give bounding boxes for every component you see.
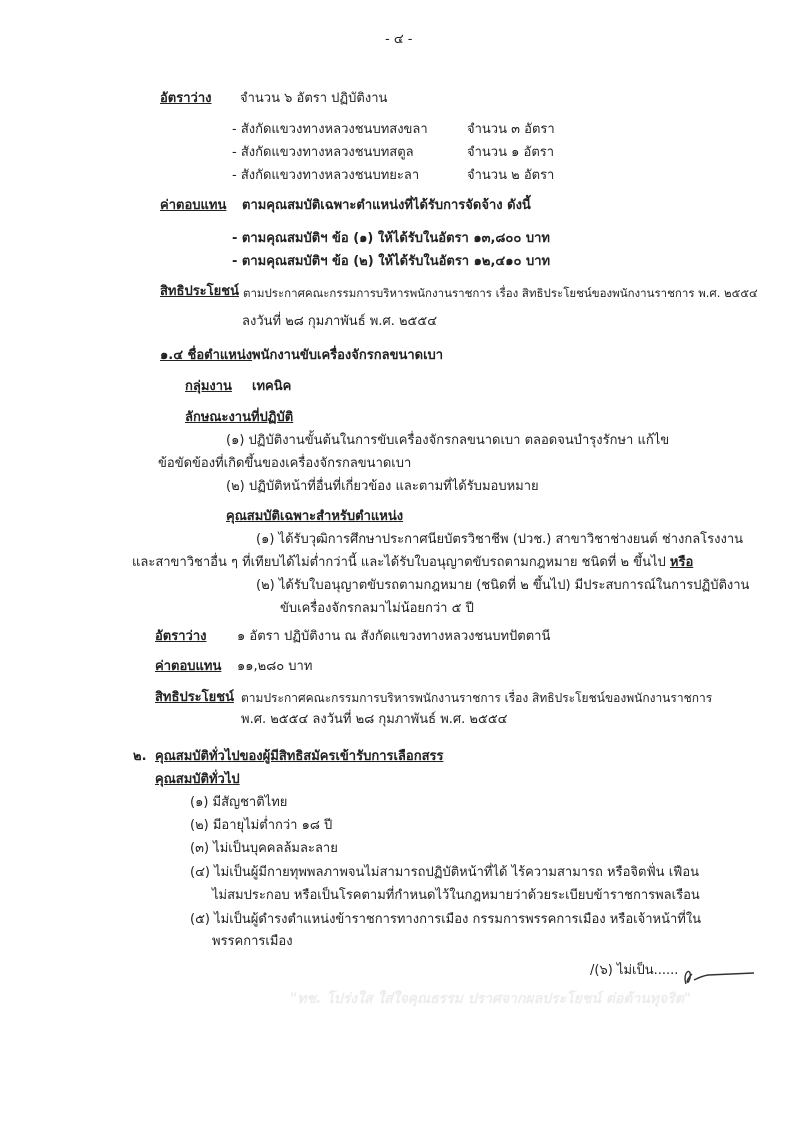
unit-name: - สังกัดแขวงทางหลวงชนบทยะลา (232, 168, 420, 183)
group-label: กลุ่มงาน (185, 379, 232, 394)
unit-count: จำนวน ๒ อัตรา (467, 168, 555, 183)
duties-label: ลักษณะงานที่ปฏิบัติ (185, 410, 294, 425)
continued-note: /(๖) ไม่เป็น...... (590, 963, 679, 978)
qualification-label: คุณสมบัติเฉพาะสำหรับตำแหน่ง (226, 509, 404, 524)
duty-2: (๒) ปฏิบัติหน้าที่อื่นที่เกี่ยวข้อง และตามที่ได้รับมอบหมาย (226, 479, 539, 494)
pay-label: ค่าตอบแทน (160, 198, 227, 213)
position-title: พนักงานขับเครื่องจักรกลขนาดเบา (252, 348, 444, 363)
or-keyword: หรือ (669, 555, 694, 570)
general-qualification: (๔) ไม่เป็นผู้มีกายทุพพลภาพจนไม่สามารถปฏิบัติหน้าที่ได้ ไร้ความสามารถ หรือจิตฟั่น เฟือน (190, 865, 700, 880)
benefit-label: สิทธิประโยชน์ (155, 690, 234, 705)
duty-1: (๑) ปฏิบัติงานขั้นต้นในการขับเครื่องจักรกลขนาดเบา ตลอดจนบำรุงรักษา แก้ไข (226, 433, 670, 448)
section-title: คุณสมบัติทั่วไปของผู้มีสิทธิสมัครเข้ารับการเลือกสรร (155, 749, 444, 764)
general-qualification: (๕) ไม่เป็นผู้ดำรงตำแหน่งข้าราชการทางการเมือง กรรมการพรรคการเมือง หรือเจ้าหน้าที่ใน (190, 912, 702, 927)
general-qualification: (๑) มีสัญชาติไทย (190, 795, 288, 810)
qualification-1-text: และสาขาวิชาอื่น ๆ ที่เทียบได้ไม่ต่ำกว่านี้ และได้รับใบอนุญาตขับรถตามกฎหมาย ชนิดที่ ๒ ขึ้นไป (132, 555, 666, 570)
pay-label: ค่าตอบแทน (155, 659, 222, 674)
pay-text: ๑๑,๒๘๐ บาท (237, 659, 313, 674)
general-qualification-cont: พรรคการเมือง (212, 934, 293, 949)
footer-motto: "ทช. โปร่งใส ใส่ใจคุณธรรม ปราศจากผลประโยชน์ ต่อต้านทุจริต" (290, 991, 692, 1007)
qualification-1-cont (132, 554, 693, 572)
general-qualification-cont: ไม่สมประกอบ หรือเป็นโรคตามที่กำหนดไว้ในกฎหมายว่าด้วยระเบียบข้าราชการพลเรือน (212, 888, 700, 903)
qualification-1: (๑) ได้รับวุฒิการศึกษาประกาศนียบัตรวิชาชีพ (ปวช.) สาขาวิชาช่างยนต์ ช่างกลโรงงาน (256, 532, 744, 547)
unit-name: - สังกัดแขวงทางหลวงชนบทสตูล (232, 145, 414, 160)
section-number: ๒. (133, 749, 147, 764)
unit-name: - สังกัดแขวงทางหลวงชนบทสงขลา (232, 122, 428, 137)
unit-count: จำนวน ๓ อัตรา (467, 122, 555, 137)
position-title-label: ๑.๔ ชื่อตำแหน่ง (160, 348, 253, 363)
benefit-text-2: ลงวันที่ ๒๘ กุมภาพันธ์ พ.ศ. ๒๕๕๔ (242, 314, 438, 329)
vacancy-label: อัตราว่าง (155, 629, 207, 644)
general-qualification: (๓) ไม่เป็นบุคคลล้มละลาย (190, 841, 338, 856)
general-qualification: (๒) มีอายุไม่ต่ำกว่า ๑๘ ปี (190, 818, 333, 833)
duty-1-cont: ข้อขัดข้องที่เกิดขึ้นของเครื่องจักรกลขนาดเบา (158, 456, 412, 471)
pay-text: ตามคุณสมบัติเฉพาะตำแหน่งที่ได้รับการจัดจ้าง ดังนี้ (242, 198, 531, 213)
benefit-text: ตามประกาศคณะกรรมการบริหารพนักงานราชการ เรื่อง สิทธิประโยชน์ของพนักงานราชการ (241, 691, 713, 705)
pay-item: - ตามคุณสมบัติฯ ข้อ (๒) ให้ได้รับในอัตรา ๑๒,๔๑๐ บาท (232, 254, 551, 269)
section-subtitle: คุณสมบัติทั่วไป (155, 772, 240, 787)
unit-count: จำนวน ๑ อัตรา (467, 145, 555, 160)
benefit-text-2: พ.ศ. ๒๕๕๔ ลงวันที่ ๒๘ กุมภาพันธ์ พ.ศ. ๒๕๕๔ (241, 712, 508, 727)
pay-item: - ตามคุณสมบัติฯ ข้อ (๑) ให้ได้รับในอัตรา ๑๓,๘๐๐ บาท (232, 231, 550, 246)
vacancy-label: อัตราว่าง (160, 91, 212, 106)
qualification-2: (๒) ได้รับใบอนุญาตขับรถตามกฎหมาย (ชนิดที่ ๒ ขึ้นไป) มีประสบการณ์ในการปฏิบัติงาน (256, 578, 750, 593)
benefit-label: สิทธิประโยชน์ (160, 284, 239, 299)
vacancy-text: ๑ อัตรา ปฏิบัติงาน ณ สังกัดแขวงทางหลวงชนบทปัตตานี (237, 629, 551, 644)
benefit-text: ตามประกาศคณะกรรมการบริหารพนักงานราชการ เรื่อง สิทธิประโยชน์ของพนักงานราชการ พ.ศ. ๒๕๕๔ (243, 286, 758, 300)
vacancy-text: จำนวน ๖ อัตรา ปฏิบัติงาน (240, 91, 388, 106)
page-number: - ๔ - (385, 32, 413, 47)
group-value: เทคนิค (252, 379, 292, 394)
qualification-2-cont: ขับเครื่องจักรกลมาไม่น้อยกว่า ๕ ปี (280, 601, 474, 616)
